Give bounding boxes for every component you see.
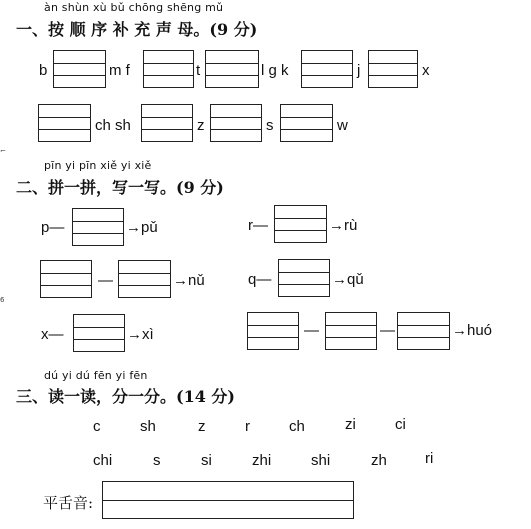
writing-box[interactable]: [118, 260, 171, 298]
prefix-x: x—: [41, 326, 64, 343]
result-pu: →pǔ: [126, 219, 158, 236]
letter-s: s: [266, 117, 274, 134]
answer-box[interactable]: [102, 481, 354, 519]
section2-pinyin: pīn yi pīn xiě yi xiě: [44, 159, 152, 172]
prefix-r: r—: [248, 217, 268, 234]
section1-pinyin: àn shùn xù bǔ chōng shēng mǔ: [44, 1, 224, 14]
result-huo: →huó: [452, 322, 493, 339]
syllable: si: [201, 452, 212, 469]
dash: —: [380, 322, 395, 339]
margin-mark: 6: [0, 296, 5, 304]
writing-box[interactable]: [53, 50, 106, 88]
writing-box[interactable]: [280, 104, 333, 142]
answer-label: 平舌音:: [43, 494, 94, 512]
writing-box[interactable]: [368, 50, 418, 88]
prefix-p: p—: [41, 219, 65, 236]
writing-box[interactable]: [40, 260, 92, 298]
section3-pinyin: dú yi dú fēn yi fēn: [44, 369, 148, 382]
syllable: s: [153, 452, 161, 469]
syllable: ch: [289, 418, 305, 435]
syllable: ri: [425, 450, 434, 467]
writing-box[interactable]: [397, 312, 450, 350]
writing-box[interactable]: [301, 50, 353, 88]
syllable: shi: [311, 452, 331, 469]
syllable: sh: [140, 418, 156, 435]
section3-title: 三、读一读，分一分。(14 分): [16, 387, 235, 406]
section1-title: 一、按 顺 序 补 充 声 母。(9 分): [16, 20, 258, 39]
letter-b: b: [39, 62, 48, 79]
writing-box[interactable]: [325, 312, 377, 350]
syllable: ci: [395, 416, 406, 433]
result-xi: →xì: [127, 326, 154, 343]
section2-title: 二、拼一拼，写一写。(9 分): [16, 178, 224, 197]
syllable: r: [245, 418, 250, 435]
result-qu: →qǔ: [332, 271, 364, 288]
result-ru: →rù: [329, 217, 358, 234]
syllable: c: [93, 418, 101, 435]
letters-ch-sh: ch sh: [95, 117, 131, 134]
writing-box[interactable]: [72, 208, 124, 246]
letters-l-g-k: l g k: [261, 62, 289, 79]
syllable: zi: [345, 416, 356, 433]
syllable: z: [198, 418, 206, 435]
result-nu: →nǔ: [173, 272, 205, 289]
letter-t: t: [196, 62, 201, 79]
dash: —: [98, 272, 113, 289]
margin-mark: ⌐: [0, 147, 6, 155]
writing-box[interactable]: [38, 104, 91, 142]
dash: —: [304, 322, 319, 339]
writing-box[interactable]: [274, 205, 327, 243]
writing-box[interactable]: [205, 50, 259, 88]
syllable: chi: [93, 452, 113, 469]
letter-j: j: [357, 62, 361, 79]
writing-box[interactable]: [141, 104, 193, 142]
writing-box[interactable]: [73, 314, 125, 352]
writing-box[interactable]: [278, 259, 330, 297]
writing-box[interactable]: [210, 104, 262, 142]
syllable: zhi: [252, 452, 272, 469]
prefix-q: q—: [248, 271, 272, 288]
letter-x: x: [422, 62, 430, 79]
letters-m-f: m f: [109, 62, 130, 79]
syllable: zh: [371, 452, 387, 469]
letter-w: w: [337, 117, 348, 134]
letter-z: z: [197, 117, 205, 134]
writing-box[interactable]: [143, 50, 194, 88]
writing-box[interactable]: [247, 312, 299, 350]
